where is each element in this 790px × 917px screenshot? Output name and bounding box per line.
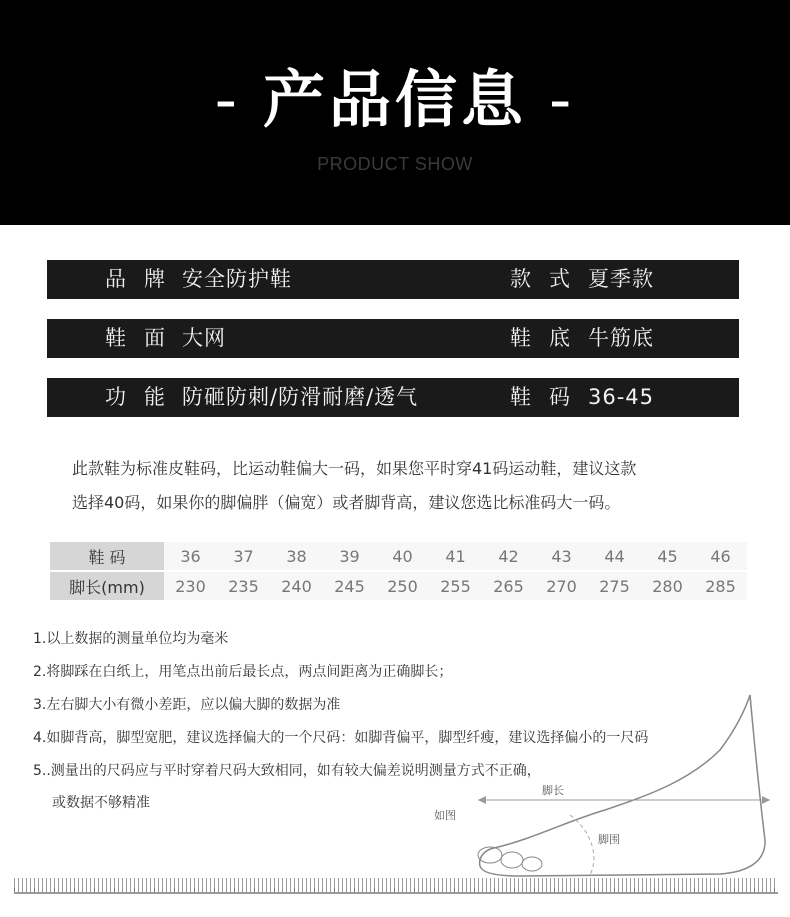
- toe-label: 如图: [434, 810, 456, 822]
- spec-value: 夏季款: [588, 267, 654, 291]
- length-cell: 255: [429, 572, 482, 600]
- title-text: 产品信息: [262, 63, 527, 136]
- measuring-ruler: [14, 878, 778, 894]
- size-note-line: 选择40码，如果你的脚偏胖（偏宽）或者脚背高，建议您选比标准码大一码。: [72, 493, 621, 512]
- spec-value: 牛筋底: [588, 326, 654, 350]
- length-cell: 230: [164, 572, 217, 600]
- tip-line: 1.以上数据的测量单位均为毫米: [33, 631, 229, 647]
- foot-girth-label: 脚围: [598, 834, 620, 846]
- size-cell: 46: [694, 542, 747, 570]
- spec-label: 鞋底: [510, 326, 588, 350]
- spec-label: 功能: [105, 385, 183, 409]
- spec-label: 款式: [510, 267, 588, 291]
- size-table: [50, 540, 747, 602]
- size-cell: 39: [323, 542, 376, 570]
- length-row: [50, 572, 747, 600]
- foot-girth-curve: [570, 815, 594, 875]
- length-cell: 250: [376, 572, 429, 600]
- size-row-header: 鞋 码: [50, 542, 164, 570]
- tip-line: 或数据不够精准: [52, 795, 150, 811]
- size-cell: 44: [588, 542, 641, 570]
- page-subtitle: PRODUCT SHOW: [317, 154, 473, 174]
- length-cell: 280: [641, 572, 694, 600]
- size-row: [50, 542, 747, 570]
- spec-value: 大网: [182, 326, 226, 350]
- title-dash-right: -: [549, 63, 576, 136]
- size-cell: 43: [535, 542, 588, 570]
- length-cell: 245: [323, 572, 376, 600]
- size-cell: 37: [217, 542, 270, 570]
- foot-measure-diagram: [420, 690, 780, 880]
- spec-label: 鞋码: [510, 385, 588, 409]
- length-cell: 265: [482, 572, 535, 600]
- length-cell: 285: [694, 572, 747, 600]
- spec-label: 鞋面: [105, 326, 183, 350]
- tip-line: 4.如脚背高，脚型宽肥，建议选择偏大的一个尺码：如脚背偏平，脚型纤瘦，建议选择偏小的一尺码: [33, 730, 649, 746]
- size-note-line: 此款鞋为标准皮鞋码，比运动鞋偏大一码，如果您平时穿41码运动鞋，建议这款: [72, 459, 637, 478]
- toe-shape: [501, 852, 523, 868]
- page-title: [0, 60, 790, 140]
- spec-row: [47, 378, 739, 417]
- size-cell: 40: [376, 542, 429, 570]
- arrow-head-left: [478, 796, 486, 804]
- size-cell: 36: [164, 542, 217, 570]
- title-dash-left: -: [214, 63, 241, 136]
- spec-label: 品牌: [105, 267, 183, 291]
- foot-length-label: 脚长: [542, 785, 564, 797]
- size-cell: 41: [429, 542, 482, 570]
- tip-line: 5..测量出的尺码应与平时穿着尺码大致相同，如有较大偏差说明测量方式不正确，: [33, 763, 541, 779]
- size-cell: 45: [641, 542, 694, 570]
- foot-outline: [480, 695, 765, 876]
- size-cell: 38: [270, 542, 323, 570]
- spec-row: [47, 319, 739, 358]
- spec-value: 36-45: [588, 385, 655, 409]
- arrow-head-right: [762, 796, 770, 804]
- tip-line: 2.将脚踩在白纸上，用笔点出前后最长点，两点间距离为正确脚长；: [33, 664, 453, 680]
- length-cell: 240: [270, 572, 323, 600]
- length-cell: 235: [217, 572, 270, 600]
- size-cell: 42: [482, 542, 535, 570]
- tip-line: 3.左右脚大小有微小差距，应以偏大脚的数据为准: [33, 697, 341, 713]
- header-banner: [0, 0, 790, 225]
- spec-value: 防砸防刺/防滑耐磨/透气: [182, 385, 419, 409]
- length-cell: 275: [588, 572, 641, 600]
- spec-value: 安全防护鞋: [182, 267, 292, 291]
- length-row-header: 脚长(mm): [50, 572, 164, 600]
- toe-shape: [522, 857, 542, 871]
- spec-row: [47, 260, 739, 299]
- length-cell: 270: [535, 572, 588, 600]
